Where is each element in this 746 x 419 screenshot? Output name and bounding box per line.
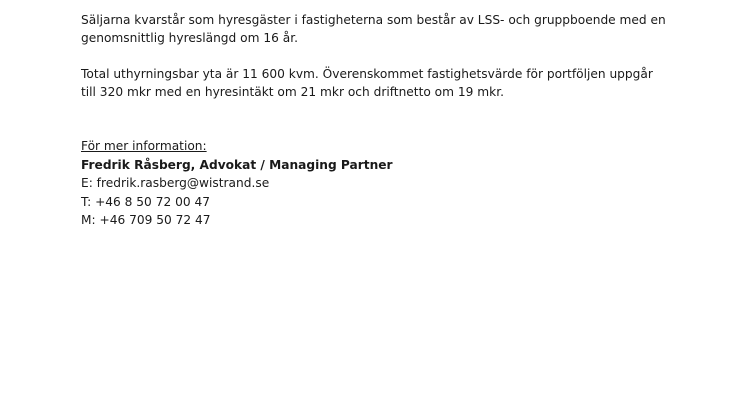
document-body	[81, 11, 721, 230]
paragraph-area-value-line-1: Total uthyrningsbar yta är 11 600 kvm. Överenskommet fastighetsvärde för portföljen uppgår	[81, 67, 653, 81]
paragraph-area-value	[81, 65, 721, 101]
contact-heading: För mer information:	[81, 139, 207, 153]
paragraph-area-value-line-2: till 320 mkr med en hyresintäkt om 21 mkr och driftnetto om 19 mkr.	[81, 85, 504, 99]
contact-phone[interactable]: T: +46 8 50 72 00 47	[81, 194, 210, 209]
contact-email[interactable]: E: fredrik.rasberg@wistrand.se	[81, 176, 270, 190]
paragraph-tenants-line-2: genomsnittlig hyreslängd om 16 år.	[81, 31, 298, 45]
paragraph-tenants-line-1: Säljarna kvarstår som hyresgäster i fastigheterna som består av LSS- och gruppboende med en	[81, 13, 666, 27]
paragraph-tenants	[81, 11, 721, 47]
contact-block	[81, 137, 721, 230]
contact-name: Fredrik Råsberg, Advokat / Managing Partner	[81, 157, 393, 172]
contact-mobile[interactable]: M: +46 709 50 72 47	[81, 213, 211, 227]
